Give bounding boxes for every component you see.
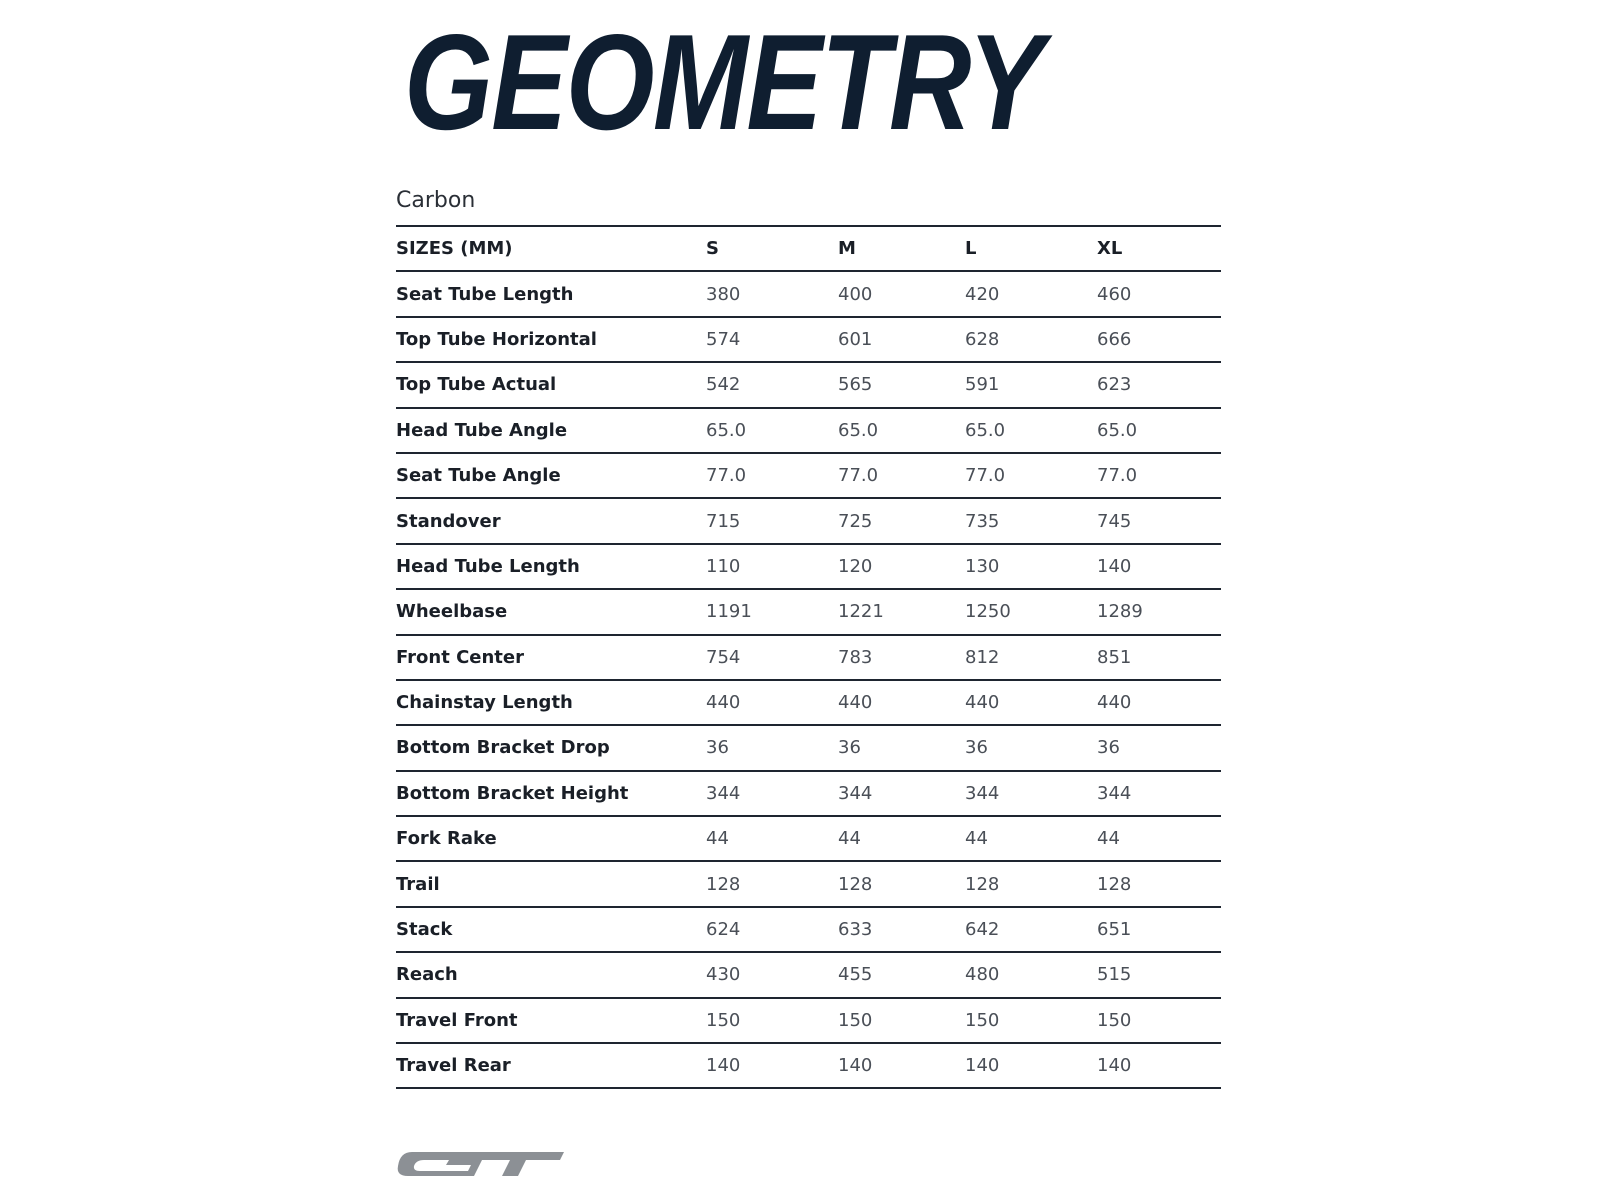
cell-value-s: 150 [706, 1009, 741, 1031]
row-label: Trail [396, 873, 440, 895]
table-body [396, 271, 1221, 1088]
cell-value-s: 110 [706, 555, 741, 577]
cell-value-m: 725 [838, 510, 873, 532]
cell-value-s: 1191 [706, 601, 752, 623]
row-label: Bottom Bracket Drop [396, 737, 610, 759]
table-row [396, 408, 1221, 453]
cell-value-m: 77.0 [838, 465, 879, 487]
cell-value-s: 624 [706, 919, 741, 941]
cell-value-s: 65.0 [706, 419, 747, 441]
cell-value-m: 120 [838, 555, 873, 577]
cell-value-s: 344 [706, 782, 741, 804]
cell-value-l: 130 [965, 555, 1000, 577]
cell-value-xl: 460 [1097, 283, 1132, 305]
cell-value-m: 601 [838, 328, 873, 350]
cell-value-m: 1221 [838, 601, 884, 623]
cell-value-m: 400 [838, 283, 873, 305]
cell-value-s: 574 [706, 328, 741, 350]
cell-value-xl: 515 [1097, 964, 1132, 986]
cell-value-l: 591 [965, 374, 1000, 396]
cell-value-xl: 666 [1097, 328, 1132, 350]
cell-value-s: 77.0 [706, 465, 747, 487]
cell-value-l: 642 [965, 919, 1000, 941]
table-row [396, 317, 1221, 362]
cell-value-s: 44 [706, 828, 729, 850]
cell-value-l: 128 [965, 873, 1000, 895]
cell-value-m: 140 [838, 1055, 873, 1077]
row-label: Bottom Bracket Height [396, 782, 629, 804]
cell-value-xl: 128 [1097, 873, 1132, 895]
cell-value-xl: 140 [1097, 555, 1132, 577]
table-row [396, 816, 1221, 861]
cell-value-s: 128 [706, 873, 741, 895]
row-label: Chainstay Length [396, 692, 573, 714]
cell-value-l: 65.0 [965, 419, 1006, 441]
row-label: Travel Rear [396, 1055, 511, 1077]
page-title: GEOMETRY [404, 6, 1043, 158]
cell-value-s: 754 [706, 646, 741, 668]
row-label: Head Tube Length [396, 555, 580, 577]
column-header-xl: XL [1097, 238, 1123, 260]
row-label: Top Tube Actual [396, 374, 557, 396]
cell-value-xl: 623 [1097, 374, 1132, 396]
row-label: Seat Tube Angle [396, 465, 561, 487]
table-row [396, 544, 1221, 589]
table-row [396, 952, 1221, 997]
cell-value-xl: 77.0 [1097, 465, 1138, 487]
table-row [396, 453, 1221, 498]
cell-value-l: 628 [965, 328, 1000, 350]
cell-value-xl: 344 [1097, 782, 1132, 804]
row-label: Fork Rake [396, 828, 497, 850]
cell-value-m: 36 [838, 737, 861, 759]
row-label: Stack [396, 919, 453, 941]
column-header-l: L [965, 238, 977, 260]
cell-value-s: 715 [706, 510, 741, 532]
cell-value-m: 65.0 [838, 419, 879, 441]
table-row [396, 362, 1221, 407]
row-label: Reach [396, 964, 458, 986]
cell-value-m: 783 [838, 646, 873, 668]
cell-value-l: 1250 [965, 601, 1011, 623]
table-row [396, 635, 1221, 680]
cell-value-m: 633 [838, 919, 873, 941]
gt-logo-icon [394, 1148, 566, 1180]
cell-value-xl: 1289 [1097, 601, 1143, 623]
cell-value-xl: 140 [1097, 1055, 1132, 1077]
row-label: Standover [396, 510, 501, 532]
cell-value-s: 542 [706, 374, 741, 396]
column-header-m: M [838, 238, 856, 260]
cell-value-xl: 851 [1097, 646, 1132, 668]
row-label: Wheelbase [396, 601, 508, 623]
cell-value-m: 440 [838, 692, 873, 714]
cell-value-s: 36 [706, 737, 729, 759]
cell-value-xl: 440 [1097, 692, 1132, 714]
table-row [396, 725, 1221, 770]
cell-value-l: 36 [965, 737, 988, 759]
row-label: Top Tube Horizontal [396, 328, 597, 350]
cell-value-s: 440 [706, 692, 741, 714]
cell-value-l: 140 [965, 1055, 1000, 1077]
cell-value-l: 150 [965, 1009, 1000, 1031]
cell-value-m: 565 [838, 374, 873, 396]
cell-value-l: 440 [965, 692, 1000, 714]
cell-value-s: 140 [706, 1055, 741, 1077]
table-row [396, 1043, 1221, 1088]
table-row [396, 998, 1221, 1043]
cell-value-xl: 36 [1097, 737, 1120, 759]
cell-value-l: 480 [965, 964, 1000, 986]
row-label: Front Center [396, 646, 524, 668]
cell-value-l: 420 [965, 283, 1000, 305]
cell-value-xl: 651 [1097, 919, 1132, 941]
cell-value-m: 150 [838, 1009, 873, 1031]
cell-value-l: 344 [965, 782, 1000, 804]
table-row [396, 589, 1221, 634]
row-label: Travel Front [396, 1009, 518, 1031]
cell-value-xl: 44 [1097, 828, 1120, 850]
cell-value-s: 380 [706, 283, 741, 305]
cell-value-l: 812 [965, 646, 1000, 668]
cell-value-m: 128 [838, 873, 873, 895]
frame-material-label: Carbon [396, 188, 476, 213]
column-header-sizes: SIZES (MM) [396, 238, 513, 260]
table-row [396, 861, 1221, 906]
column-header-s: S [706, 238, 719, 260]
table-row [396, 771, 1221, 816]
row-label: Seat Tube Length [396, 283, 574, 305]
cell-value-l: 77.0 [965, 465, 1006, 487]
table-row [396, 271, 1221, 316]
cell-value-xl: 745 [1097, 510, 1132, 532]
cell-value-m: 344 [838, 782, 873, 804]
cell-value-xl: 65.0 [1097, 419, 1138, 441]
cell-value-xl: 150 [1097, 1009, 1132, 1031]
geometry-table [396, 225, 1221, 1089]
cell-value-l: 44 [965, 828, 988, 850]
table-row [396, 498, 1221, 543]
cell-value-m: 44 [838, 828, 861, 850]
cell-value-l: 735 [965, 510, 1000, 532]
table-row [396, 680, 1221, 725]
cell-value-m: 455 [838, 964, 873, 986]
cell-value-s: 430 [706, 964, 741, 986]
table-header-row [396, 226, 1221, 271]
row-label: Head Tube Angle [396, 419, 568, 441]
table-row [396, 907, 1221, 952]
